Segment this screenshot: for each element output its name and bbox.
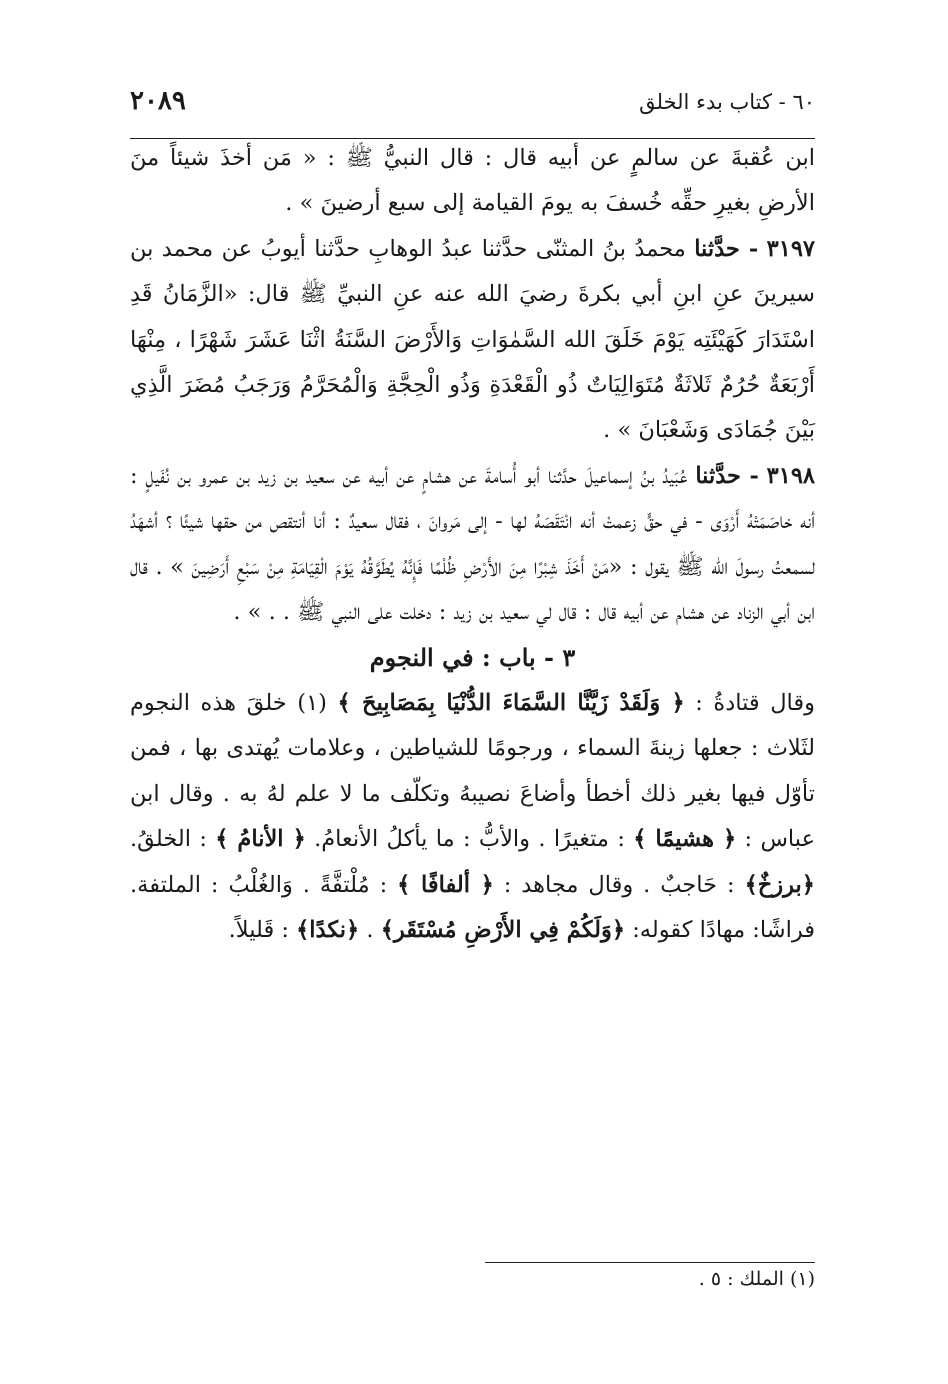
commentary-text: .	[366, 916, 374, 943]
commentary-text: : متغيرًا . والأبُّ : ما يأكلُ الأنعامُ.	[314, 826, 625, 853]
paragraph-hadith-continuation: ابن عُقبةَ عن سالمٍ عن أبيه قال : قال النبيُّ ﷺ : « مَن أخذَ شيئاً منَ الأرضِ بغيرِ حقِّه خُسفَ به يومَ القيامة إلى سبع أرضينَ » .	[130, 145, 815, 217]
commentary-text: خلقَ هذه النجوم لثَلاث : جعلها زينةَ السماء ، ورجومًا للشياطين ، وعلامات يُهتدى بها ، فمن تأوّل فيها بغير ذلك أخطأ وأضاعَ نصيبهُ وتكلّف ما لا علم لهُ به . وقال ابن عباس :	[130, 689, 815, 853]
quran-verse: ﴿ وَلَقَدْ زَيَّنَّا السَّمَاءَ الدُّنْيَا بِمَصَابِيحَ ﴾	[337, 689, 685, 716]
hadith-lead-word: حدَّثنا	[695, 462, 741, 489]
commentary-text: : حَاجبٌ . وقال مجاهد :	[503, 871, 735, 898]
hadith-text: عُبَيدُ بنُ إسماعيلَ حدَّثنا أبو أُسامةَ عن هشامٍ عن أبيه عن سعيد بن زيد بن عمرو بن نُفَيلٍ : أنه خاصَمَتْهُ أَرْوَى - في حقٍّ زعمتْ أنه انْتَقَصَهُ لها - إلى مَروانَ ، فقال سعيدٌ : أنا أنتقص من حقها شيئًا ؟ أشهَدُ لسمعتُ رسولَ الله ﷺ يقول : «مَنْ أَخَذَ شِبْرًا مِنَ الأَرْضِ ظُلْمًا فَإِنَّهُ يُطَوَّقُهُ يَوْمَ الْقِيَامَةِ مِنْ سَبْعِ أَرَضِينَ » . قال ابن أبي الزناد عن هشام عن أبيه قال : قال لي سعيد بن زيد : دخلت على النبي ﷺ . . » .	[130, 462, 815, 626]
quran-word: ﴿ الأنامُ ﴾	[215, 826, 306, 853]
page-header	[130, 82, 815, 122]
hadith-lead: - حدَّثنا	[694, 235, 759, 262]
running-head: ٦٠ - كتاب بدء الخلق	[639, 90, 815, 114]
commentary-text: : مُلْتفَّةً . وَالغُلْبُ : الملتفة. فراشًا: مهادًا كقوله:	[130, 871, 815, 943]
quran-word: ﴿برزخٌ﴾	[744, 871, 815, 898]
chapter-title: ٣ - باب : في النجوم	[369, 643, 576, 673]
quran-word: ﴿ ألفافًا ﴾	[397, 871, 494, 898]
page-number: ٢٠٨٩	[130, 86, 186, 116]
hadith-lead: - حدَّثنا	[695, 462, 759, 489]
commentary-intro: وقال قتادةُ :	[695, 689, 816, 716]
chapter-commentary	[130, 681, 815, 953]
quran-word: ﴿ هشيمًا ﴾	[633, 826, 737, 853]
hadith-lead-word: حدَّثنا	[694, 235, 740, 262]
commentary-text: : قَليلاً.	[228, 916, 289, 943]
quran-word: ﴿نكدًا﴾	[296, 916, 360, 943]
book-page	[130, 70, 815, 1310]
quran-verse: ﴿وَلَكُمْ فِي الأَرْضِ مُسْتَقَر﴾	[380, 916, 626, 943]
hadith-text: محمدُ بنُ المثنّى حدَّثنا عبدُ الوهابِ حدَّثنا أيوبُ عن محمد بن سيرينَ عنِ ابنِ أبي بكرةَ رضيَ الله عنه عنِ النبيِّ ﷺ قال: «الزَّمَانُ قَدِ اسْتَدَارَ كَهَيْئَتِه يَوْمَ خَلَقَ الله السَّمٰوَاتِ وَالأَرْضَ السَّنَةُ اثْنَا عَشَرَ شَهْرًا ، مِنْهَا أَرْبَعَةٌ حُرُمٌ ثَلاثَةٌ مُتَوَالِيَاتٌ ذُو الْقَعْدَةِ وَذُو الْحِجَّةِ وَالْمُحَرَّمُ وَرَجَبُ مُضَرَ الَّذِي بَيْنَ جُمَادَى وَشَعْبَانَ » .	[130, 235, 815, 444]
hadith-3197	[130, 227, 815, 454]
footnote: (١) الملك : ٥ .	[698, 1268, 815, 1290]
footnote-rule	[485, 1262, 815, 1263]
footnote-reference: (١)	[297, 689, 327, 716]
hadith-number: ٣١٩٧	[766, 235, 816, 262]
hadith-number: ٣١٩٨	[766, 462, 816, 489]
commentary-text: : الخلقُ.	[130, 826, 207, 853]
hadith-3198	[130, 454, 815, 636]
body-text	[130, 136, 815, 953]
